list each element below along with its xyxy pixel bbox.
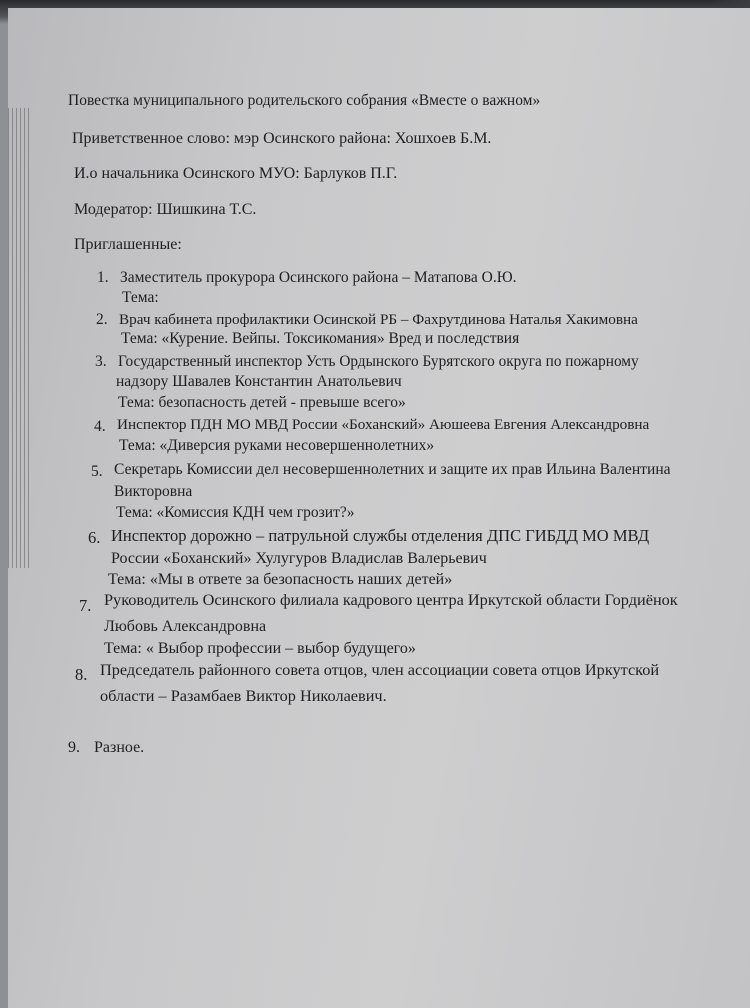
item-number: 2. bbox=[96, 311, 108, 328]
item-line: России «Боханский» Хулугуров Владислав Валерьевич bbox=[111, 550, 487, 567]
item-line: Председатель районного совета отцов, член ассоциации совета отцов Иркутской bbox=[100, 660, 660, 679]
item-line: надзору Шавалев Константин Анатольевич bbox=[116, 373, 402, 390]
item-line: Инспектор ПДН МО МВД России «Боханский» Аюшеева Евгения Александровна bbox=[117, 416, 650, 433]
document-page bbox=[8, 8, 750, 1008]
item-number: 4. bbox=[94, 418, 106, 435]
item-line: Заместитель прокурора Осинского района – Матапова О.Ю. bbox=[120, 269, 517, 286]
item-number: 6. bbox=[88, 528, 101, 547]
item-line: Секретарь Комиссии дел несовершеннолетних и защите их прав Ильина Валентина bbox=[114, 461, 671, 478]
item-line: области – Разамбаев Виктор Николаевич. bbox=[100, 686, 387, 705]
moderator-line: Модератор: Шишкина Т.С. bbox=[74, 201, 257, 218]
document-title: Повестка муниципального родительского собрания «Вместе о важном» bbox=[68, 92, 541, 109]
item-topic: Тема: «Курение. Вейпы. Токсикомания» Вред и последствия bbox=[121, 330, 520, 347]
item-number: 7. bbox=[79, 596, 92, 615]
item-line: Викторовна bbox=[114, 483, 193, 500]
item-number: 9. bbox=[68, 739, 80, 756]
item-number: 1. bbox=[97, 269, 109, 286]
item-number: 3. bbox=[95, 353, 107, 370]
item-line: Любовь Александровна bbox=[104, 618, 267, 635]
item-line: Разное. bbox=[94, 739, 145, 756]
item-topic: Тема: « Выбор профессии – выбор будущего» bbox=[104, 640, 416, 657]
acting-head-line: И.о начальника Осинского МУО: Барлуков П.Г. bbox=[74, 165, 398, 182]
item-number: 8. bbox=[75, 665, 88, 684]
binder-edge-marks bbox=[8, 108, 30, 568]
item-topic: Тема: «Мы в ответе за безопасность наших детей» bbox=[108, 571, 453, 588]
greeting-line: Приветственное слово: мэр Осинского района: Хошхоев Б.М. bbox=[72, 130, 492, 147]
item-line: Врач кабинета профилактики Осинской РБ – Фахрутдинова Наталья Хакимовна bbox=[119, 311, 638, 328]
item-topic: Тема: «Диверсия руками несовершеннолетних» bbox=[119, 437, 435, 454]
item-line: Руководитель Осинского филиала кадрового центра Иркутской области Гордиёнок bbox=[104, 590, 678, 609]
invited-heading: Приглашенные: bbox=[74, 236, 182, 253]
item-line: Инспектор дорожно – патрульной службы отделения ДПС ГИБДД МО МВД bbox=[111, 526, 650, 545]
item-line: Государственный инспектор Усть Ордынского Бурятского округа по пожарному bbox=[118, 353, 639, 370]
item-topic: Тема: безопасность детей - превыше всего» bbox=[118, 394, 406, 411]
item-number: 5. bbox=[91, 463, 103, 480]
item-topic: Тема: bbox=[122, 289, 159, 306]
item-topic: Тема: «Комиссия КДН чем грозит?» bbox=[116, 504, 355, 521]
